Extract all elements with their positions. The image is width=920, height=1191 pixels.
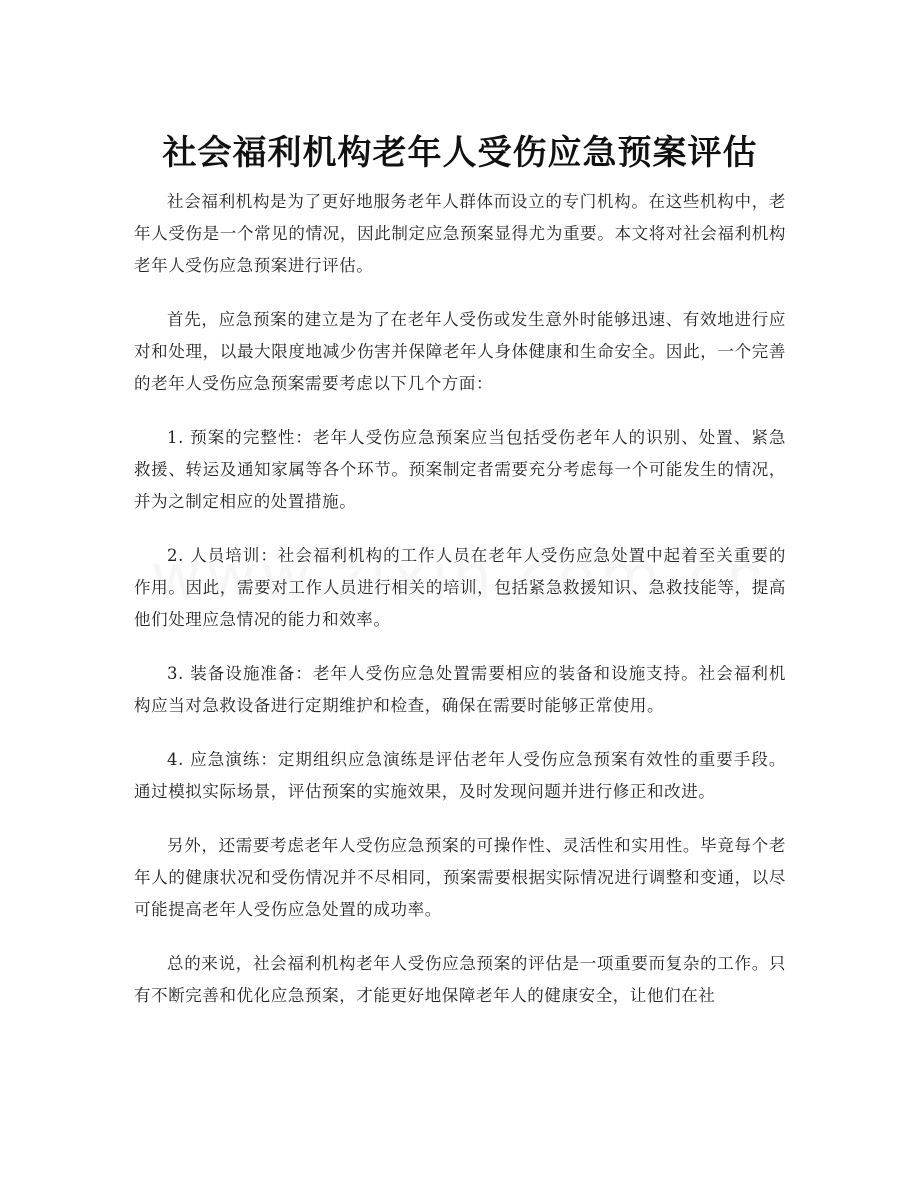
paragraph-additional: 另外，还需要考虑老年人受伤应急预案的可操作性、灵活性和实用性。毕竟每个老年人的健康状况和受伤情况并不尽相同，预案需要根据实际情况进行调整和变通，以尽可能提高老年人受伤应急处置的成功率。 (134, 836, 786, 919)
paragraph-conclusion: 总的来说，社会福利机构老年人受伤应急预案的评估是一项重要而复杂的工作。只有不断完善和优化应急预案，才能更好地保障老年人的健康安全，让他们在社 (134, 954, 786, 1005)
document-body (134, 186, 786, 1034)
document-title: 社会福利机构老年人受伤应急预案评估 (162, 132, 758, 173)
paragraph-first: 首先，应急预案的建立是为了在老年人受伤或发生意外时能够迅速、有效地进行应对和处理，以最大限度地减少伤害并保障老年人身体健康和生命安全。因此，一个完善的老年人受伤应急预案需要考虑以下几个方面： (134, 310, 786, 393)
paragraph-intro: 社会福利机构是为了更好地服务老年人群体而设立的专门机构。在这些机构中，老年人受伤是一个常见的情况，因此制定应急预案显得尤为重要。本文将对社会福利机构老年人受伤应急预案进行评估。 (134, 192, 786, 275)
paragraph-point-3: 3. 装备设施准备：老年人受伤应急处置需要相应的装备和设施支持。社会福利机构应当对急救设备进行定期维护和检查，确保在需要时能够正常使用。 (134, 664, 786, 715)
paragraph-point-1: 1. 预案的完整性：老年人受伤应急预案应当包括受伤老年人的识别、处置、紧急救援、转运及通知家属等各个环节。预案制定者需要充分考虑每一个可能发生的情况，并为之制定相应的处置措施。 (134, 428, 786, 511)
paragraph-point-4: 4. 应急演练：定期组织应急演练是评估老年人受伤应急预案有效性的重要手段。通过模拟实际场景，评估预案的实施效果，及时发现问题并进行修正和改进。 (134, 750, 786, 801)
paragraph-point-2: 2. 人员培训：社会福利机构的工作人员在老年人受伤应急处置中起着至关重要的作用。因此，需要对工作人员进行相关的培训，包括紧急救援知识、急救技能等，提高他们处理应急情况的能力和效率。 (134, 546, 786, 629)
